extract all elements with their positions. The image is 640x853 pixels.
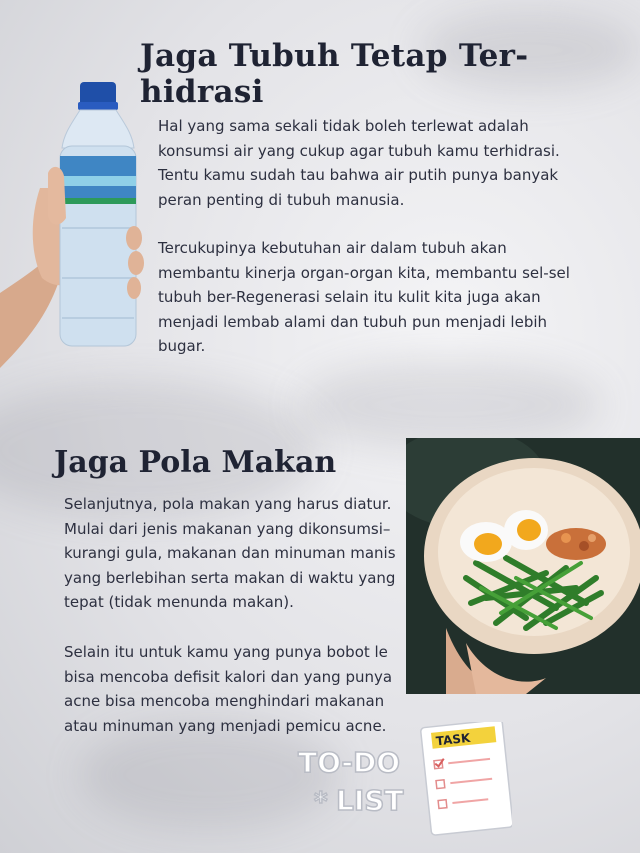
background-shadow: [300, 360, 600, 450]
svg-text:*: *: [314, 787, 328, 817]
hydration-paragraph-1: Hal yang sama sekali tidak boleh terlewat adalah konsumsi air yang cukup agar tubuh kamu terhidrasi. Tentu kamu sudah tau bahwa air putih punya banyak peran penting di tubuh manusia.: [158, 117, 560, 209]
list-text: LIST: [336, 784, 404, 817]
hydration-paragraph-2: Tercukupinya kebutuhan air dalam tubuh akan membantu kinerja organ-organ kita, membantu sel-sel tubuh ber-Regenerasi selain itu kulit kita juga akan menjadi lembab alami dan tubuh pun menjadi lebih bugar.: [158, 239, 570, 355]
task-label: TASK: [435, 730, 471, 749]
diet-paragraph-2: Selain itu untuk kamu yang punya bobot le bisa mencoba defisit kalori dan yang punya acne bisa mencoba menghindari makanan atau minuman yang menjadi pemicu acne.: [64, 643, 393, 735]
todo-list-sticker: [292, 722, 512, 842]
food-bowl-photo: [406, 438, 640, 694]
section-title-diet: Jaga Pola Makan: [54, 445, 337, 480]
todo-text: TO-DO: [298, 746, 401, 779]
diet-paragraph-1: Selanjutnya, pola makan yang harus diatur. Mulai dari jenis makanan yang dikonsumsi– kurangi gula, makanan dan minuman manis yang berlebihan serta makan di waktu yang tepat (tidak menunda makan).: [64, 495, 396, 611]
water-bottle-photo: [0, 78, 150, 368]
section-title-hydration: Jaga Tubuh Tetap Ter-hidrasi: [140, 38, 529, 110]
